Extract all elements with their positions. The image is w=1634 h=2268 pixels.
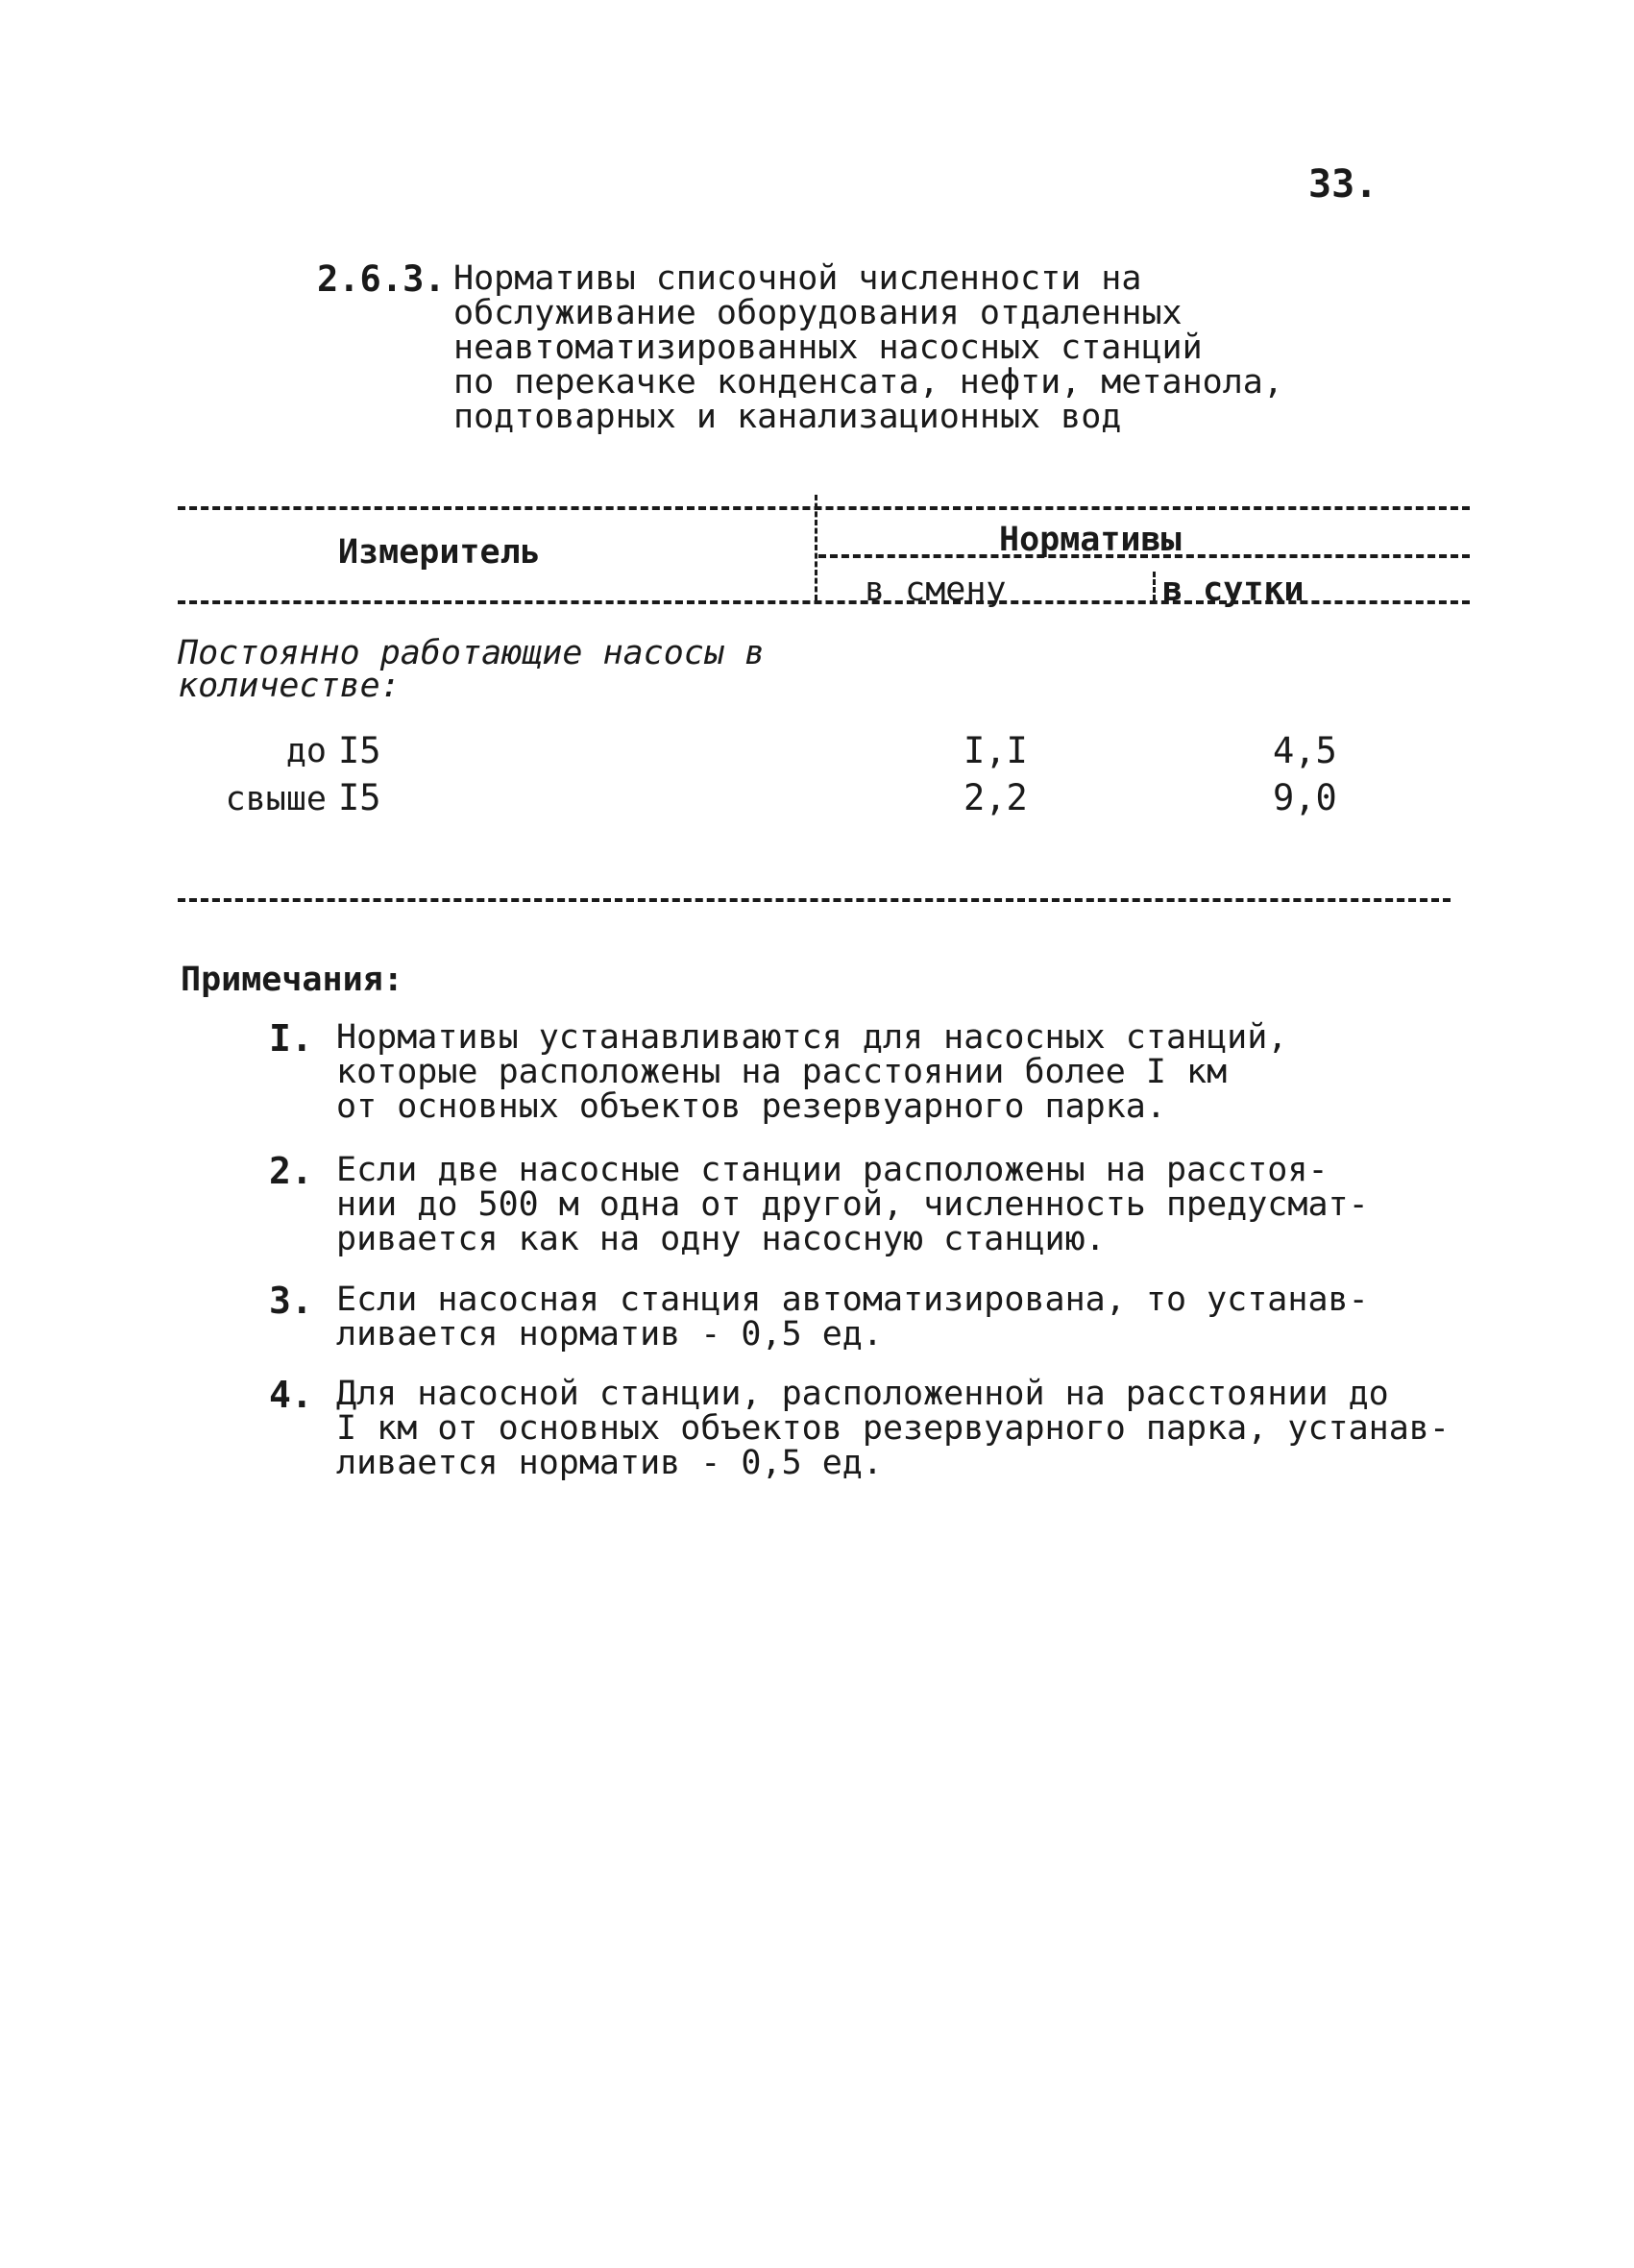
note-line: Если насосная станция автоматизирована, то устанав- (336, 1280, 1369, 1319)
note-line: которые расположены на расстоянии более I км (336, 1053, 1228, 1091)
table-bottom-rule (178, 898, 1451, 902)
table-top-rule (178, 506, 1470, 510)
note-line: ривается как на одну насосную станцию. (336, 1220, 1106, 1258)
note-line: I км от основных объектов резервуарного парка, устанав- (336, 1409, 1450, 1448)
note-line: Нормативы устанавливаются для насосных станций, (336, 1018, 1288, 1057)
table-subcolumn-divider (1153, 572, 1156, 600)
section-title-line: Нормативы списочной численности на (453, 259, 1142, 298)
header-measure: Измеритель (338, 533, 541, 572)
row-threshold: I5 (338, 730, 381, 771)
row-per-day: 4,5 (1273, 730, 1337, 771)
row-label: свыше (225, 780, 327, 818)
group-label-line: количестве: (178, 667, 401, 705)
section-title (453, 261, 1318, 434)
header-per-shift: в смену (865, 571, 1007, 609)
row-label: до (285, 732, 327, 770)
section-title-line: обслуживание оборудования отдаленных (453, 294, 1183, 332)
page-number: 33. (1308, 162, 1378, 207)
notes-title: Примечания: (181, 961, 403, 999)
header-per-day: в сутки (1162, 571, 1305, 609)
note-number: 2. (269, 1150, 313, 1192)
table-group-label (178, 634, 850, 705)
header-norms: Нормативы (999, 521, 1182, 559)
note-line: ливается норматив - 0,5 ед. (336, 1315, 883, 1353)
note-number: I. (269, 1017, 313, 1060)
note-number: 3. (269, 1280, 313, 1322)
note-text (336, 1282, 1422, 1352)
note-line: Если две насосные станции расположены на расстоя- (336, 1151, 1329, 1189)
section-number: 2.6.3. (317, 258, 446, 300)
table-column-divider (815, 495, 817, 600)
row-threshold: I5 (338, 777, 381, 818)
row-per-shift: I,I (963, 730, 1028, 771)
row-per-day: 9,0 (1273, 777, 1337, 818)
row-per-shift: 2,2 (963, 777, 1028, 818)
note-line: Для насосной станции, расположенной на расстоянии до (336, 1375, 1389, 1413)
section-title-line: неавтоматизированных насосных станций (453, 329, 1203, 367)
group-label-line: Постоянно работающие насосы в (178, 634, 766, 672)
note-line: от основных объектов резервуарного парка. (336, 1087, 1166, 1126)
note-line: ливается норматив - 0,5 ед. (336, 1444, 883, 1482)
note-number: 4. (269, 1374, 313, 1416)
note-text (336, 1375, 1450, 1482)
note-text (336, 1020, 1422, 1124)
note-text (336, 1153, 1422, 1256)
section-title-line: по перекачке конденсата, нефти, метанола, (453, 363, 1283, 402)
section-title-line: подтоварных и канализационных вод (453, 398, 1122, 436)
note-line: нии до 500 м одна от другой, численность предусмат- (336, 1185, 1369, 1224)
